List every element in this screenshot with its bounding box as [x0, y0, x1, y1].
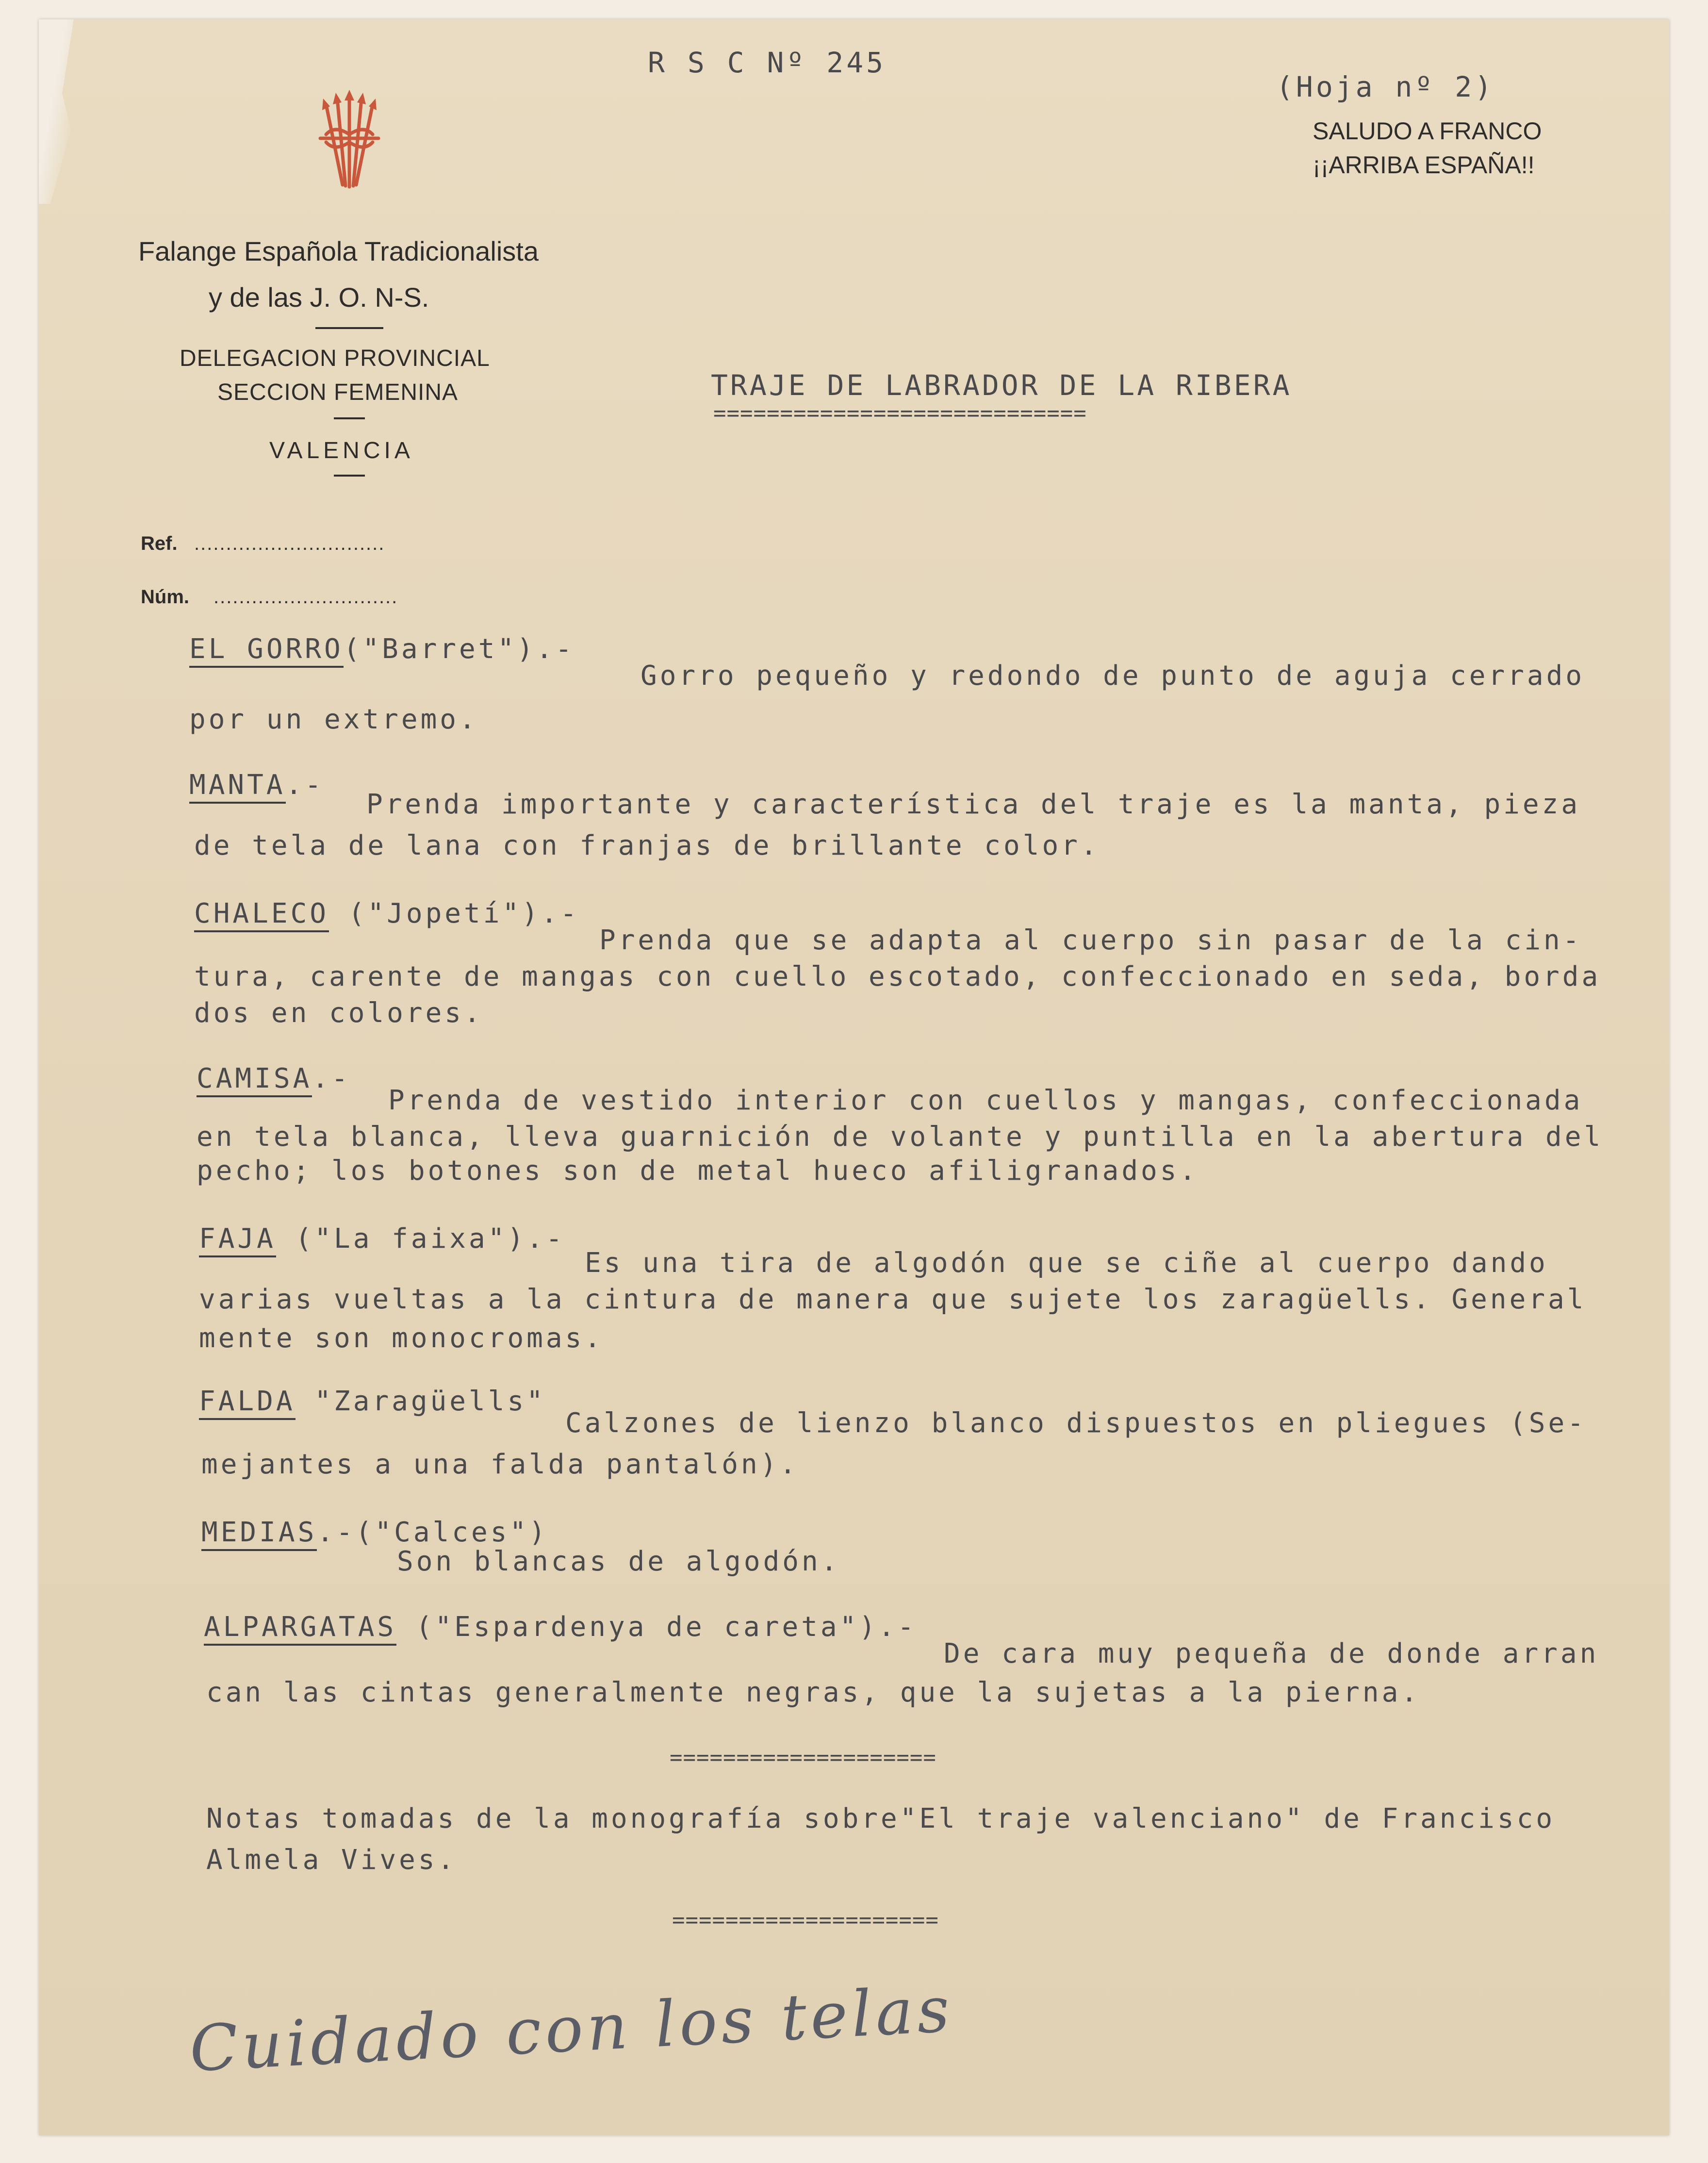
- heading-text: FALDA: [199, 1386, 296, 1420]
- ref-dots: ..............................: [194, 533, 385, 554]
- section-body-line: de tela de lana con franjas de brillante color.: [194, 830, 1100, 861]
- reference-code: R S C Nº 245: [648, 46, 887, 79]
- heading-text: MANTA: [189, 769, 286, 804]
- ref-label: Ref.: [141, 533, 178, 554]
- letterhead-divider-1: [315, 327, 383, 329]
- section-body-line: mente son monocromas.: [199, 1322, 604, 1354]
- letterhead-divider-2: [334, 417, 365, 419]
- handwritten-note: Cuidado con los telas: [188, 1972, 955, 2086]
- section-body-line: Prenda importante y característica del traje es la manta, pieza: [366, 789, 1581, 820]
- source-note-line-1: Notas tomadas de la monografía sobre"El traje valenciano" de Francisco: [206, 1803, 1556, 1834]
- section-heading-manta: [189, 769, 325, 801]
- org-name-line-2: y de las J. O. N-S.: [209, 282, 429, 313]
- heading-text: MEDIAS: [201, 1517, 317, 1551]
- department-line-2: SECCION FEMENINA: [217, 380, 459, 405]
- department-line-1: DELEGACION PROVINCIAL: [180, 346, 490, 371]
- heading-subtitle: .-: [285, 769, 325, 801]
- heading-subtitle: ("La faixa").-: [276, 1223, 565, 1255]
- section-body-line: Es una tira de algodón que se ciñe al cuerpo dando: [585, 1247, 1548, 1279]
- heading-subtitle: ("Jopetí").-: [329, 898, 580, 929]
- separator-2: ====================: [672, 1908, 939, 1932]
- title-rule: ============================: [713, 401, 1087, 426]
- section-body-line: en tela blanca, lleva guarnición de volante y puntilla en la abertura del: [197, 1121, 1604, 1153]
- section-body-line: dos en colores.: [194, 997, 483, 1029]
- section-body-line: tura, carente de mangas con cuello escotado, confeccionado en seda, borda: [194, 961, 1601, 992]
- section-heading-camisa: [197, 1065, 351, 1092]
- salute-line-2: ¡¡ARRIBA ESPAÑA!!: [1313, 151, 1535, 179]
- section-body-line: De cara muy pequeña de donde arran: [944, 1638, 1599, 1669]
- num-dots: .............................: [214, 586, 398, 608]
- heading-text: CHALECO: [194, 898, 329, 932]
- heading-text: FAJA: [199, 1223, 276, 1257]
- heading-subtitle: .-("Calces"): [317, 1517, 548, 1548]
- heading-subtitle: ("Barret").-: [343, 633, 575, 665]
- separator-1: ====================: [670, 1745, 936, 1770]
- section-heading-falda: [199, 1388, 546, 1415]
- heading-text: EL GORRO: [189, 633, 344, 668]
- heading-subtitle: ("Espardenya de careta").-: [396, 1611, 917, 1643]
- letterhead-divider-3: [334, 475, 365, 477]
- section-heading-gorro: [189, 633, 575, 665]
- section-body-line: por un extremo.: [189, 704, 478, 735]
- heading-subtitle: "Zaragüells": [295, 1386, 546, 1417]
- section-heading-alpargatas: [204, 1611, 917, 1643]
- section-body-line: Prenda que se adapta al cuerpo sin pasar de la cin-: [599, 925, 1582, 956]
- city-name: VALENCIA: [269, 438, 414, 463]
- org-name-line-1: Falange Española Tradicionalista: [138, 236, 539, 266]
- heading-text: ALPARGATAS: [204, 1611, 396, 1646]
- salute-line-1: SALUDO A FRANCO: [1313, 117, 1542, 145]
- section-heading-faja: [199, 1225, 565, 1253]
- document-title: TRAJE DE LABRADOR DE LA RIBERA: [711, 369, 1292, 402]
- section-heading-medias: [201, 1519, 548, 1546]
- section-body-line: Gorro pequeño y redondo de punto de aguja cerrado: [640, 660, 1585, 692]
- section-heading-chaleco: [194, 900, 579, 927]
- source-note-line-2: Almela Vives.: [206, 1844, 457, 1876]
- section-body-line: mejantes a una falda pantalón).: [201, 1449, 799, 1480]
- heading-text: CAMISA: [197, 1063, 312, 1097]
- num-label: Núm.: [141, 586, 189, 608]
- section-body-line: pecho; los botones son de metal hueco afiligranados.: [197, 1155, 1199, 1187]
- section-body-line: Son blancas de algodón.: [397, 1546, 840, 1577]
- section-body-line: Prenda de vestido interior con cuellos y mangas, confeccionada: [388, 1085, 1583, 1116]
- sheet-number: (Hoja nº 2): [1276, 70, 1495, 103]
- section-body-line: Calzones de lienzo blanco dispuestos en pliegues (Se-: [565, 1407, 1587, 1439]
- section-body-line: can las cintas generalmente negras, que la sujetas a la pierna.: [206, 1677, 1421, 1708]
- section-body-line: varias vueltas a la cintura de manera que sujete los zaragüells. General: [199, 1284, 1587, 1315]
- heading-subtitle: .-: [312, 1063, 351, 1094]
- yoke-and-arrows-emblem: [315, 90, 383, 194]
